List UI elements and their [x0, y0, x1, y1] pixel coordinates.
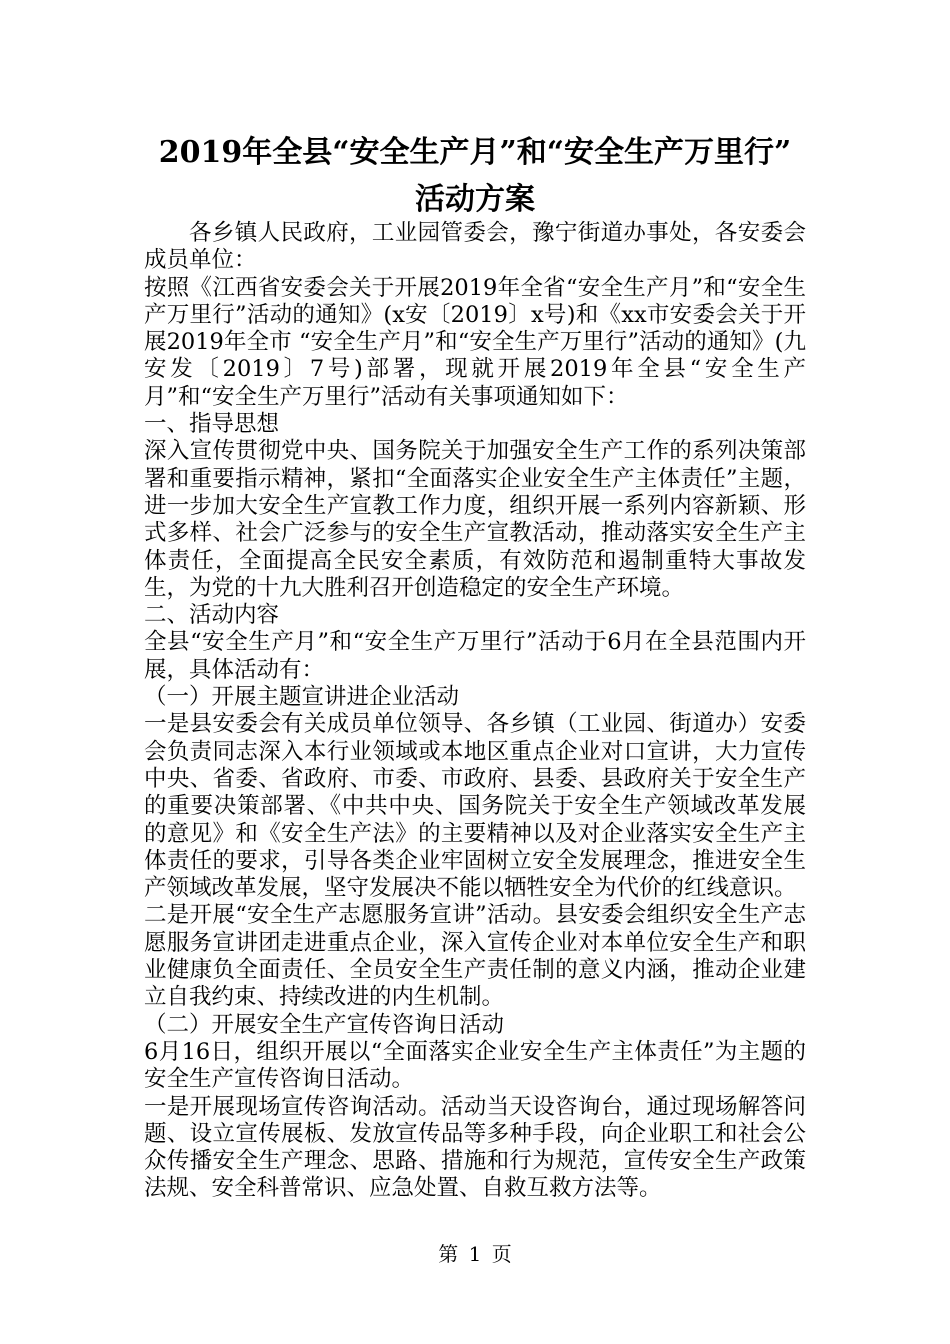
subsection-2-paragraph-2: 一是开展现场宣传咨询活动。活动当天设咨询台，通过现场解答问题、设立宣传展板、发放宣传品等多种手段，向企业职工和社会公众传播安全生产理念、思路、措施和行为规范，宣传安全生产政策法规、安全科普常识、应急处置、自救互救方法等。: [144, 1093, 806, 1202]
salutation-paragraph: 各乡镇人民政府，工业园管委会，豫宁街道办事处，各安委会成员单位：: [144, 220, 806, 274]
document-body: [144, 220, 806, 1203]
section-heading-activity-content: 二、活动内容: [144, 602, 280, 629]
page-number-footer: 第 1 页: [438, 1242, 512, 1266]
subsection-2-paragraph-1: 6月16日，组织开展以“全面落实企业安全生产主体责任”为主题的安全生产宣传咨询日活动。: [144, 1038, 806, 1093]
subsection-heading-1: （一）开展主题宣讲进企业活动: [144, 684, 460, 711]
document-title-line-2: 活动方案: [415, 182, 535, 217]
intro-paragraph: 按照《江西省安委会关于开展2019年全省“安全生产月”和“安全生产万里行”活动的通知》(x安〔2019〕x号)和《xx市安委会关于开展2019年全市 “安全生产月”和“安全生产万里行”活动的通知》(九安发〔2019〕7号)部署，现就开展2019年全县“安全生产月”和“安全生产万里行”活动有关事项通知如下：: [144, 274, 806, 410]
document-title-line-1: 2019年全县“安全生产月”和“安全生产万里行”: [158, 135, 792, 170]
subsection-1-paragraph-2: 二是开展“安全生产志愿服务宣讲”活动。县安委会组织安全生产志愿服务宣讲团走进重点企业，深入宣传企业对本单位安全生产和职业健康负全面责任、全员安全生产责任制的意义内涵，推动企业建立自我约束、持续改进的内生机制。: [144, 902, 806, 1011]
section-heading-guiding-ideology: 一、指导思想: [144, 411, 280, 438]
guiding-ideology-paragraph: 深入宣传贯彻党中央、国务院关于加强安全生产工作的系列决策部署和重要指示精神，紧扣“全面落实企业安全生产主体责任”主题，进一步加大安全生产宣教工作力度，组织开展一系列内容新颖、形式多样、社会广泛参与的安全生产宣教活动，推动落实安全生产主体责任，全面提高全民安全素质，有效防范和遏制重特大事故发生，为党的十九大胜利召开创造稳定的安全生产环境。: [144, 438, 806, 601]
activity-content-paragraph: 全县“安全生产月”和“安全生产万里行”活动于6月在全县范围内开展，具体活动有：: [144, 629, 806, 683]
subsection-1-paragraph-1: 一是县安委会有关成员单位领导、各乡镇（工业园、街道办）安委会负责同志深入本行业领域或本地区重点企业对口宣讲，大力宣传中央、省委、省政府、市委、市政府、县委、县政府关于安全生产的重要决策部署、《中共中央、国务院关于安全生产领域改革发展的意见》和《安全生产法》的主要精神以及对企业落实安全生产主体责任的要求，引导各类企业牢固树立安全发展理念，推进安全生产领域改革发展，坚守发展决不能以牺牲安全为代价的红线意识。: [144, 711, 806, 902]
subsection-heading-2: （二）开展安全生产宣传咨询日活动: [144, 1011, 505, 1038]
